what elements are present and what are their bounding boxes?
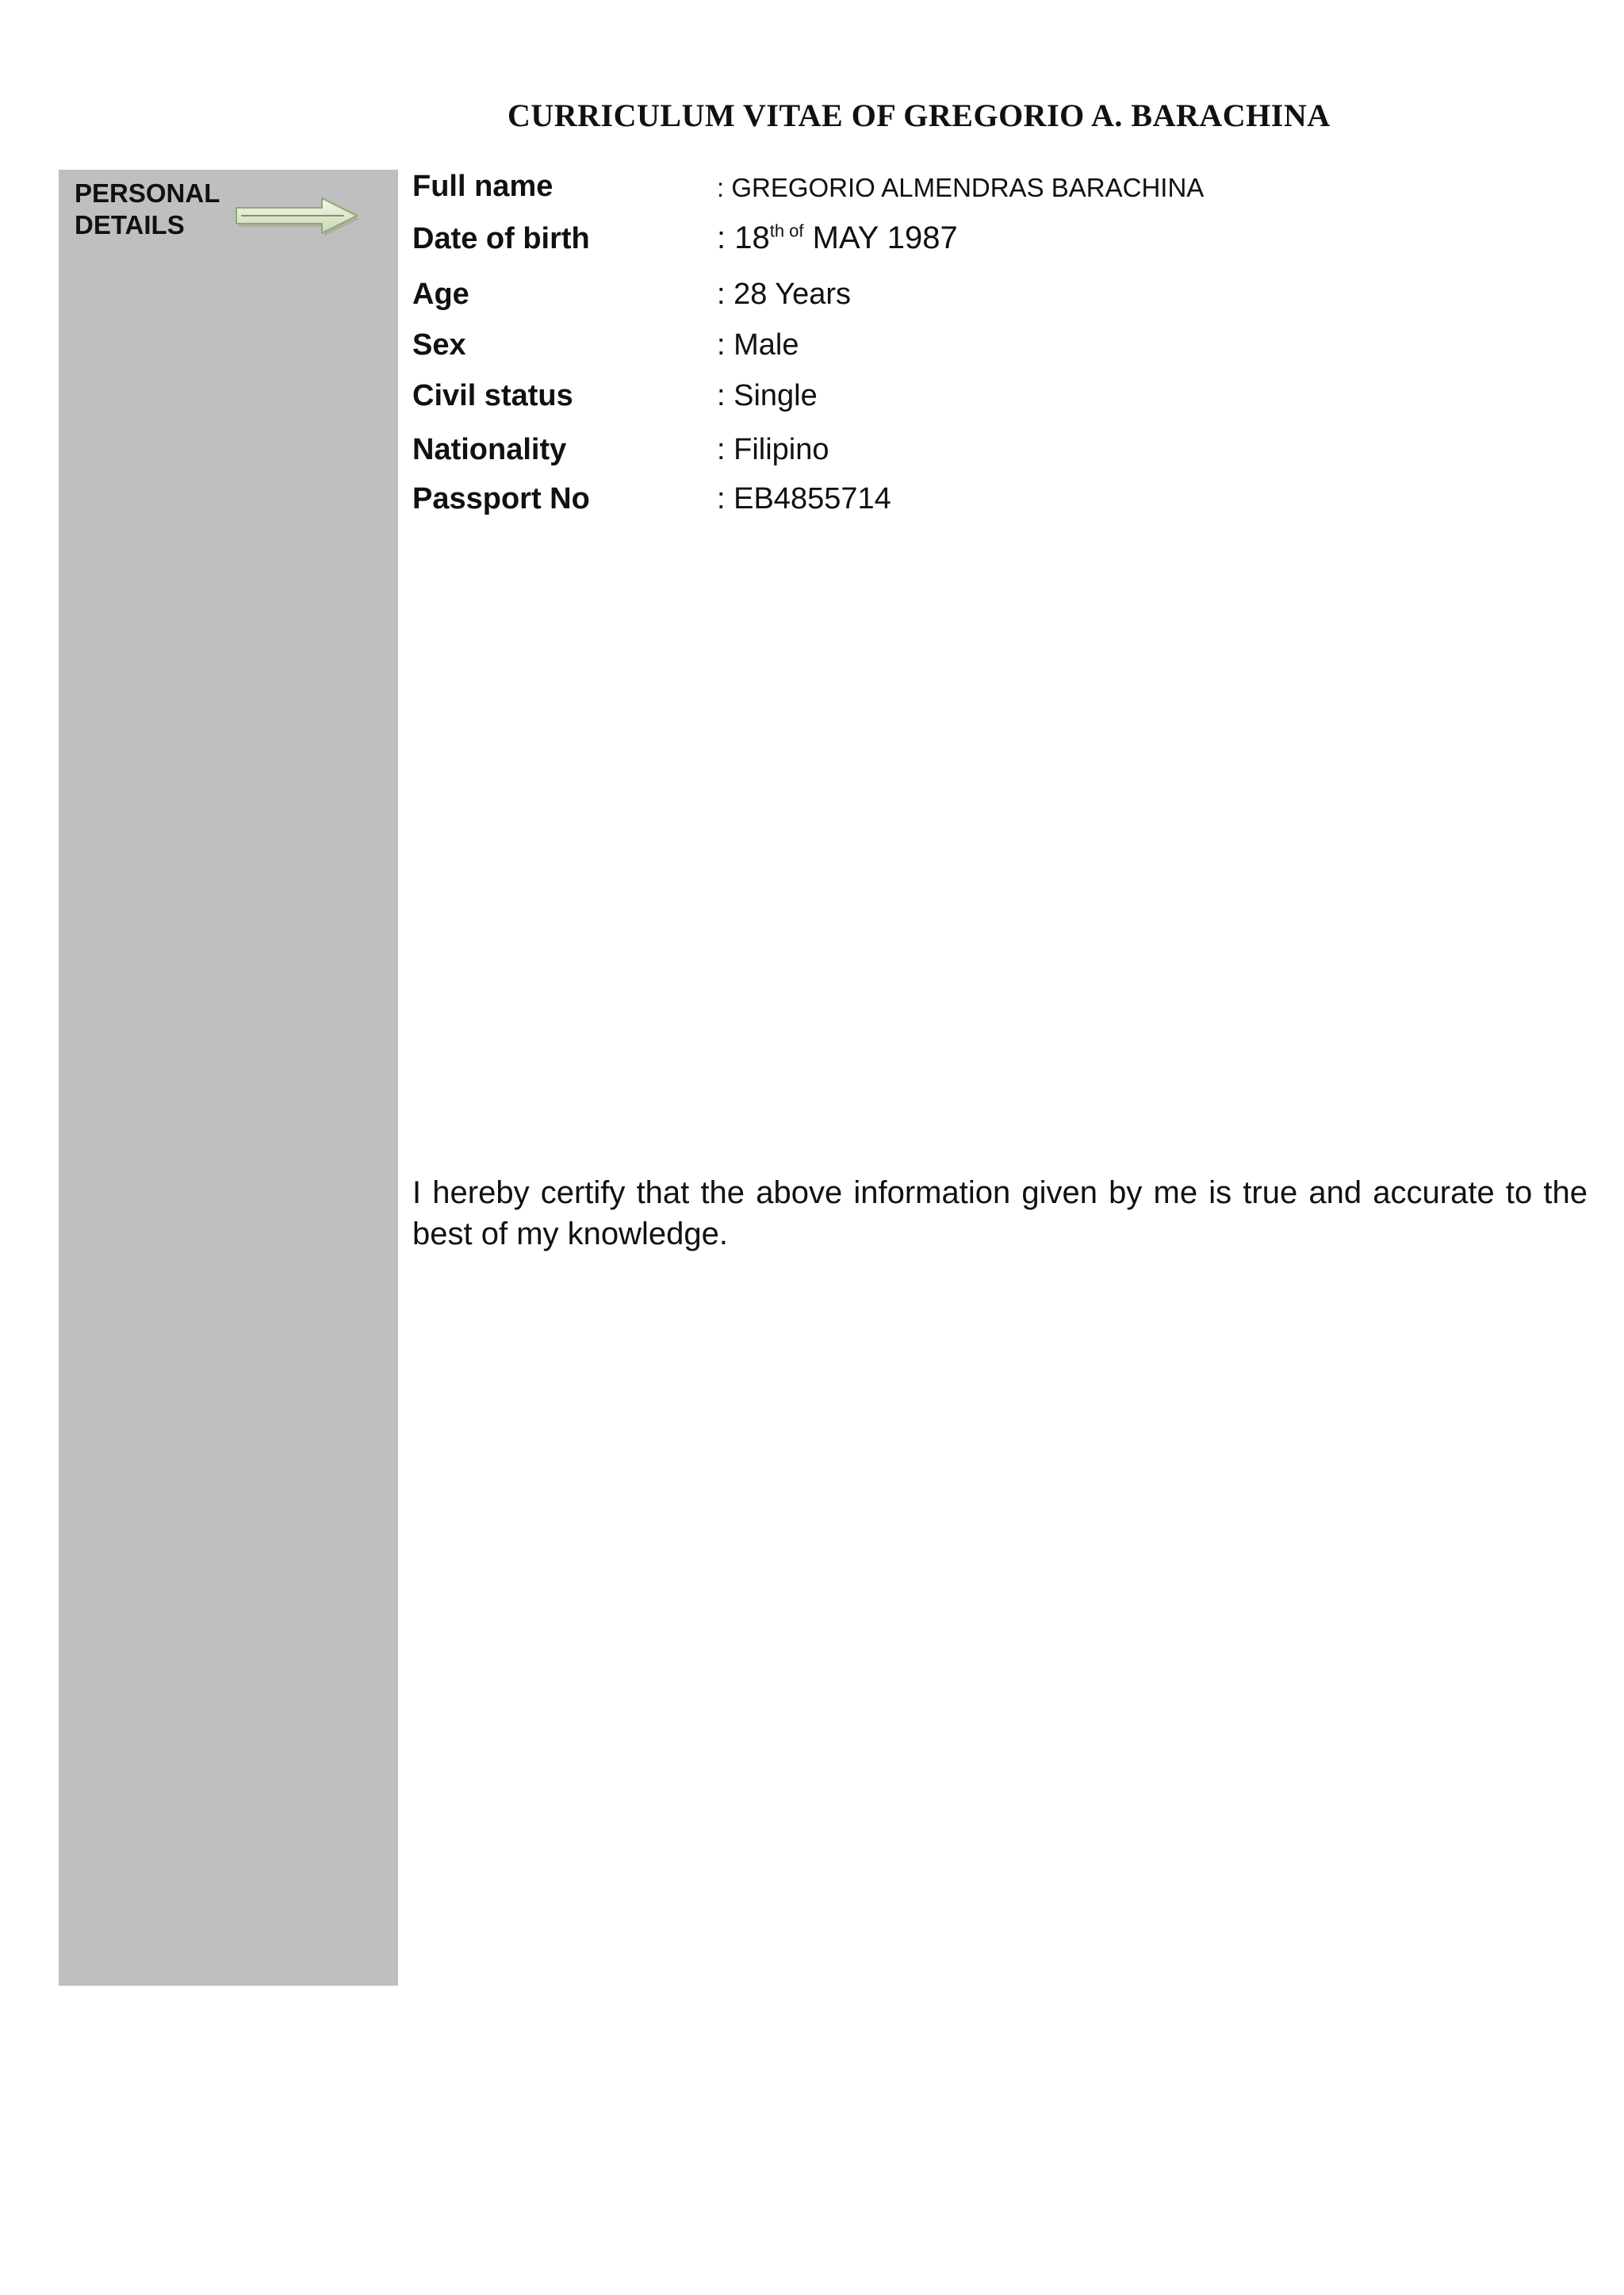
certification-statement: I hereby certify that the above information given by me is true and accurate to the best of my knowledge. bbox=[412, 1175, 1588, 1251]
sex-label: Sex bbox=[412, 328, 466, 362]
row-full-name bbox=[412, 170, 1586, 217]
full-name-value: : GREGORIO ALMENDRAS BARACHINA bbox=[717, 173, 1205, 202]
row-sex bbox=[412, 328, 1586, 376]
date-of-birth-value bbox=[717, 220, 958, 256]
right-arrow-icon bbox=[233, 192, 360, 239]
passport-label: Passport No bbox=[412, 482, 590, 515]
nationality-label: Nationality bbox=[412, 433, 567, 466]
age-label: Age bbox=[412, 278, 469, 311]
dob-ordinal: th of bbox=[769, 220, 804, 241]
row-nationality bbox=[412, 433, 1586, 481]
age-value: : 28 Years bbox=[717, 278, 852, 311]
date-of-birth-label: Date of birth bbox=[412, 222, 590, 255]
nationality-value: : Filipino bbox=[717, 433, 829, 466]
section-heading bbox=[75, 178, 220, 241]
civil-status-label: Civil status bbox=[412, 379, 573, 412]
civil-status-value: : Single bbox=[717, 379, 818, 412]
row-age bbox=[412, 278, 1586, 325]
row-passport bbox=[412, 482, 1586, 530]
dob-month-year: MAY 1987 bbox=[803, 220, 958, 255]
row-civil-status bbox=[412, 379, 1586, 427]
row-date-of-birth bbox=[412, 222, 1586, 270]
section-sidebar bbox=[59, 170, 398, 1986]
dob-day: : 18 bbox=[717, 220, 770, 255]
document-title: CURRICULUM VITAE OF GREGORIO A. BARACHINA bbox=[508, 98, 1331, 133]
section-heading-line1: PERSONAL bbox=[75, 178, 220, 208]
section-heading-line2: DETAILS bbox=[75, 210, 185, 239]
sex-value: : Male bbox=[717, 328, 799, 362]
full-name-label: Full name bbox=[412, 170, 553, 203]
passport-value: : EB4855714 bbox=[717, 482, 891, 515]
